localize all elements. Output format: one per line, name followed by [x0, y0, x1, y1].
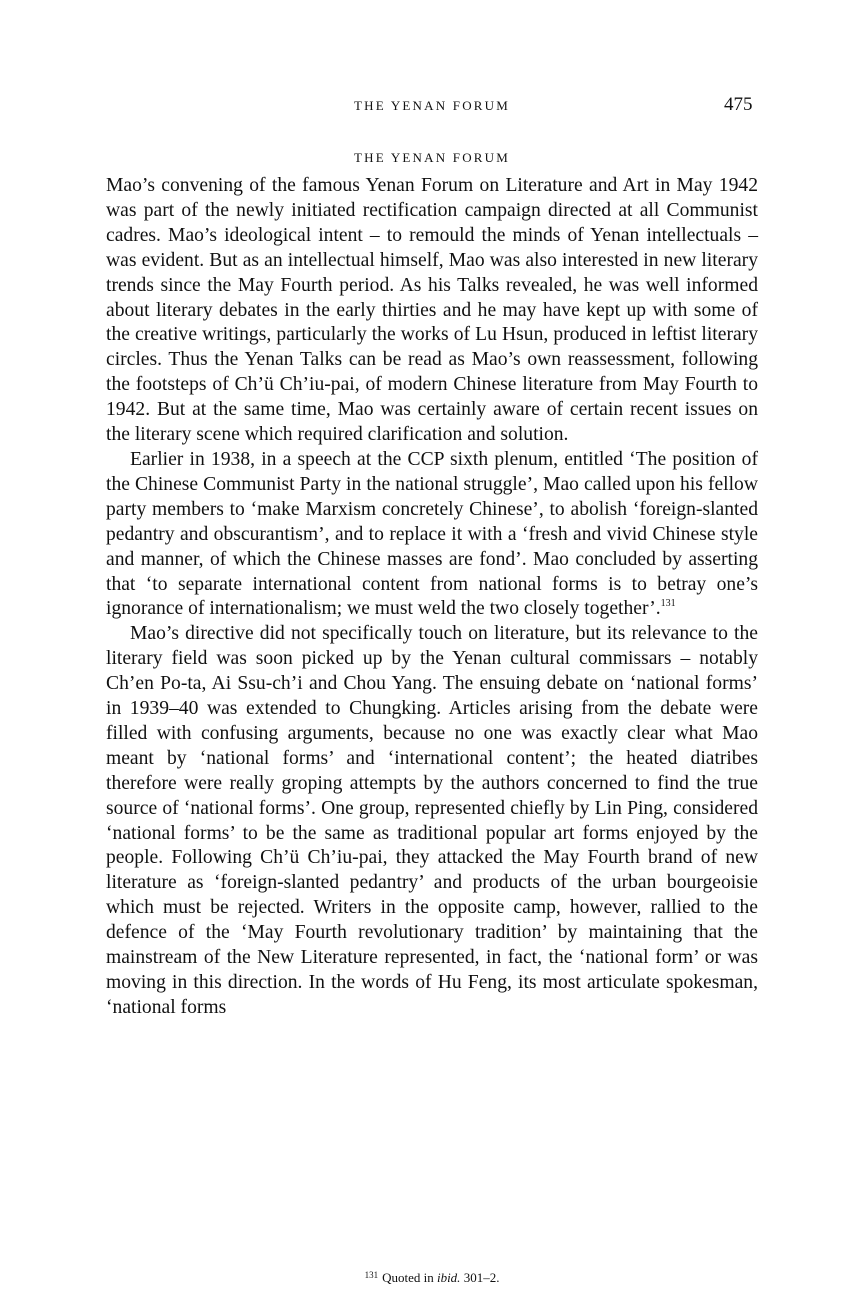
section-title: THE YENAN FORUM	[353, 150, 511, 165]
paragraph-1-text: Mao’s convening of the famous Yenan Forum on Literature and Art in May 1942 was part of the newly initiated rectification campaign directed at all Communist cadres. Mao’s ideological intent – to remould the minds of Yenan intellectuals – was evident. But as an intellectual himself, Mao was also interested in new literary trends since the May Fourth period. As his Talks revealed, he was well informed about literary debates in the early thirties and he may have kept up with some of the creative writings, particularly the works of Lu Hsun, produced in leftist literary circles. Thus the Yenan Talks can be read as Mao’s own reassessment, following the footsteps of Ch’ü Ch’iu-pai, of modern Chinese literature from May Fourth to 1942. But at the same time, Mao was certainly aware of certain recent issues on the literary scene which required clarification and solution.	[106, 175, 758, 446]
paragraph-1	[106, 174, 758, 448]
running-header	[0, 96, 864, 118]
running-title: THE YENAN FORUM	[353, 98, 511, 113]
body-text	[106, 174, 758, 1021]
footnote-reference: 131	[660, 598, 676, 610]
paragraph-2	[106, 448, 758, 622]
footnote-text: Quoted in	[382, 1270, 434, 1285]
footnote-source: ibid.	[436, 1270, 461, 1285]
page-number: 475	[724, 94, 753, 115]
paragraph-2-text: Earlier in 1938, in a speech at the CCP sixth plenum, entitled ‘The position of the Chinese Communist Party in the national struggle’, Mao called upon his fellow party members to ‘make Marxism concretely Chinese’, to abolish ‘foreign-slanted pedantry and obscurantism’, and to replace it with a ‘fresh and vivid Chinese style and manner, of which the Chinese masses are fond’. Mao concluded by asserting that ‘to separate international content from national forms is to betray one’s ignorance of internationalism; we must weld the two closely together’.	[106, 448, 758, 620]
paragraph-3-text: Mao’s directive did not specifically touch on literature, but its relevance to the literary field was soon picked up by the Yenan cultural commissars – notably Ch’en Po-ta, Ai Ssu-ch’i and Chou Yang. The ensuing debate on ‘national forms’ in 1939–40 was extended to Chungking. Articles arising from the debate were filled with confusing arguments, because no one was exactly clear what Mao meant by ‘national forms’ and ‘international content’; the heated diatribes therefore were really groping attempts by the authors concerned to find the true source of ‘national forms’. One group, represented chiefly by Lin Ping, considered ‘national forms’ to be the same as traditional popular art forms enjoyed by the people. Following Ch’ü Ch’iu-pai, they attacked the May Fourth brand of new literature as ‘foreign-slanted pedantry’ and products of the urban bourgeoisie which must be rejected. Writers in the opposite camp, however, rallied to the defence of the ‘May Fourth revolutionary tradition’ by maintaining that the mainstream of the New Literature represented, in fact, the ‘national form’ or was moving in this direction. In the words of Hu Feng, its most articulate spokesman, ‘national forms	[106, 623, 758, 1018]
paragraph-3	[106, 622, 758, 1021]
footnote	[0, 1270, 864, 1286]
footnote-pages: 301–2.	[463, 1270, 500, 1285]
footnote-number: 131	[364, 1270, 379, 1280]
